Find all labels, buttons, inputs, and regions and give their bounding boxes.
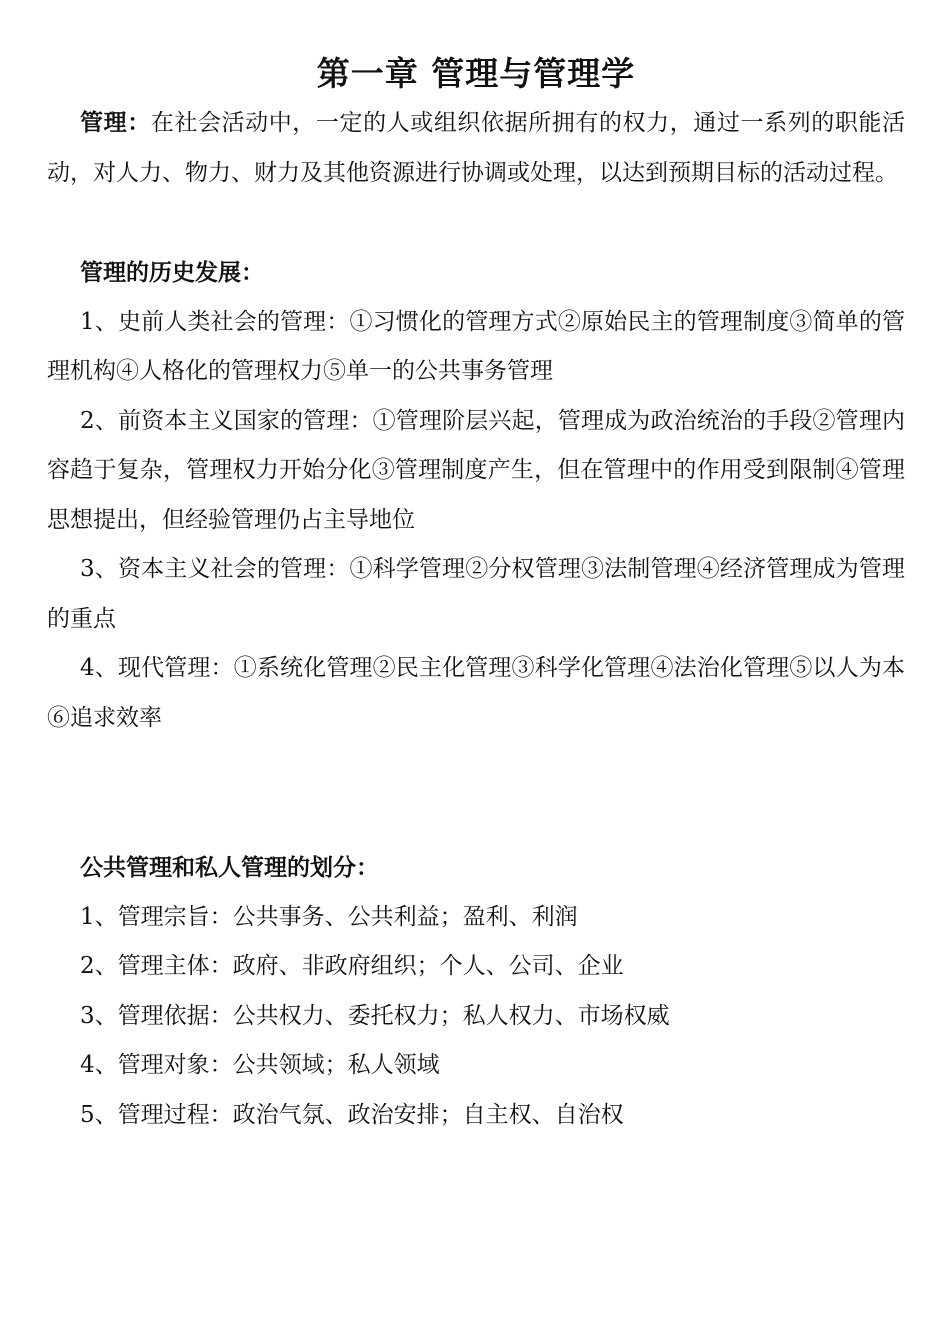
division-item: 4、管理对象：公共领域；私人领域: [80, 1052, 440, 1078]
history-heading: 管理的历史发展：: [80, 259, 264, 286]
definition-colon: ：: [127, 109, 151, 136]
division-item: 3、管理依据：公共权力、委托权力；私人权力、市场权威: [80, 1002, 670, 1029]
history-item: 3、资本主义社会的管理：①科学管理②分权管理③法制管理④经济管理成为管理的重点: [47, 556, 905, 632]
spacer: [47, 743, 905, 843]
document-page: [47, 50, 905, 1140]
division-item: 2、管理主体：政府、非政府组织；个人、公司、企业: [80, 953, 624, 979]
history-item: 4、现代管理：①系统化管理②民主化管理③科学化管理④法治化管理⑤以人为本⑥追求效率: [47, 655, 905, 731]
chapter-title: 第一章 管理与管理学: [316, 54, 636, 93]
spacer: [47, 198, 905, 248]
definition-paragraph: [47, 98, 905, 198]
division-heading: 公共管理和私人管理的划分：: [80, 854, 379, 881]
division-item: 1、管理宗旨：公共事务、公共利益；盈利、利润: [80, 903, 578, 930]
history-item: 1、史前人类社会的管理：①习惯化的管理方式②原始民主的管理制度③简单的管理机构④人格化的管理权力⑤单一的公共事务管理: [47, 308, 905, 384]
history-item: 2、前资本主义国家的管理：①管理阶层兴起，管理成为政治统治的手段②管理内容趋于复杂，管理权力开始分化③管理制度产生，但在管理中的作用受到限制④管理思想提出，但经验管理仍占主导地位: [47, 407, 905, 533]
definition-term: 管理: [80, 109, 128, 136]
division-item: 5、管理过程：政治气氛、政治安排；自主权、自治权: [80, 1101, 624, 1128]
definition-text: 在社会活动中，一定的人或组织依据所拥有的权力，通过一系列的职能活动，对人力、物力、财力及其他资源进行协调或处理，以达到预期目标的活动过程。: [47, 110, 906, 186]
